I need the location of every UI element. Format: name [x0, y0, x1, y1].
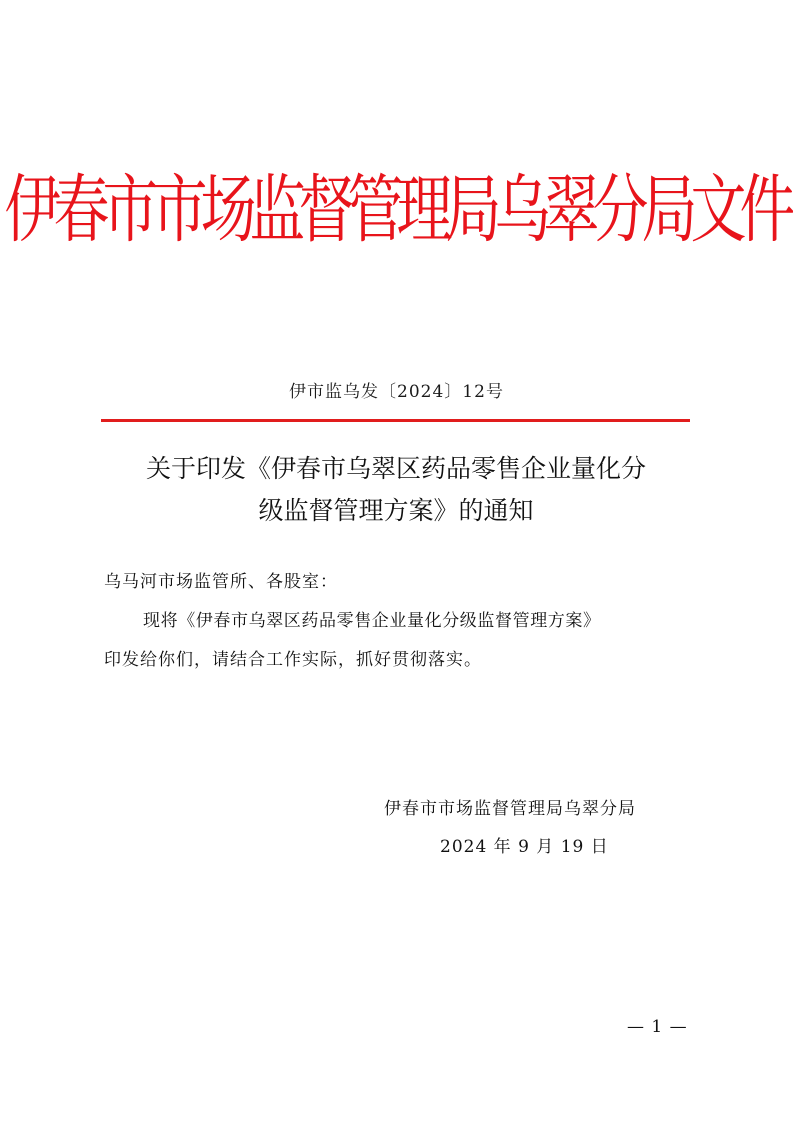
body-paragraph-line-2: 印发给你们，请结合工作实际，抓好贯彻落实。	[104, 650, 482, 670]
signature-date: 2024 年 9 月 19 日	[440, 837, 609, 857]
page-number: — 1 —	[627, 1017, 688, 1037]
red-divider-line	[101, 419, 690, 422]
document-masthead: 伊春市市场监督管理局乌翠分局文件	[4, 167, 789, 254]
body-paragraph-line-1: 现将《伊春市乌翠区药品零售企业量化分级监督管理方案》	[143, 611, 601, 631]
document-title	[96, 448, 696, 532]
signature-organization: 伊春市市场监督管理局乌翠分局	[384, 799, 636, 819]
salutation: 乌马河市场监管所、各股室：	[104, 572, 338, 592]
document-number: 伊市监乌发〔2024〕12号	[289, 382, 504, 402]
title-line-2: 级监督管理方案》的通知	[258, 496, 534, 525]
title-line-1: 关于印发《伊春市乌翠区药品零售企业量化分	[145, 454, 646, 483]
